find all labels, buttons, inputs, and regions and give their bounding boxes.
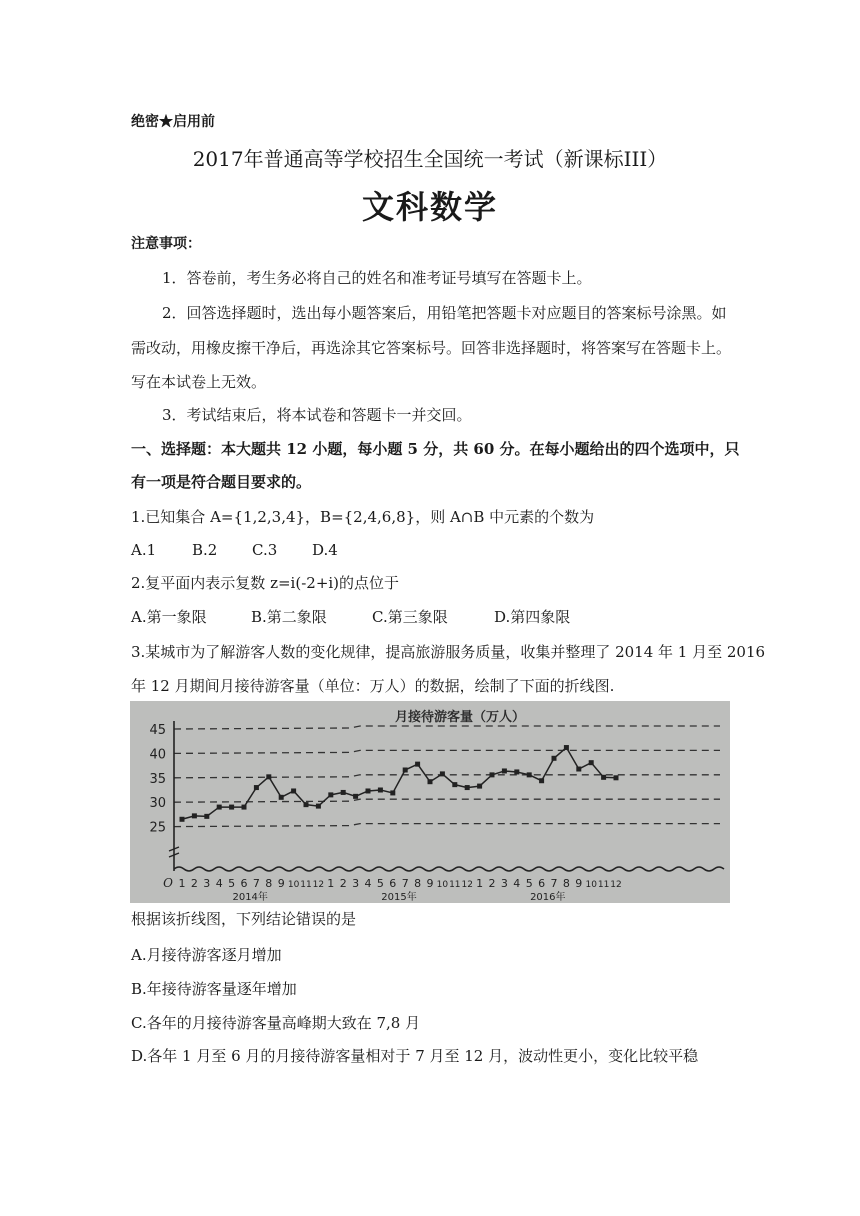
data-point [291, 788, 296, 793]
x-tick-label: 12 [610, 880, 622, 890]
secret-label: 绝密★启用前 [131, 114, 215, 130]
data-point [564, 745, 569, 750]
x-tick-label: 8 [562, 877, 570, 890]
data-point [452, 782, 457, 787]
data-point [217, 805, 222, 810]
q3-after-chart: 根据该折线图，下列结论错误的是 [131, 910, 357, 928]
x-tick-label: 12 [312, 880, 325, 890]
data-point [254, 785, 259, 790]
x-tick-label: 6 [389, 877, 397, 890]
chart-series [180, 745, 619, 822]
visitor-line-chart [130, 701, 730, 903]
year-label: 2016年 [530, 892, 566, 903]
q1-options [131, 540, 338, 560]
q1-option-d: D.4 [312, 541, 338, 559]
x-tick-label: 2 [339, 877, 347, 890]
data-point [539, 778, 544, 783]
q2-options [131, 607, 570, 627]
x-tick-label: 9 [426, 877, 434, 890]
x-tick-label: 12 [461, 880, 473, 890]
data-point [490, 772, 495, 777]
grid-line [174, 824, 720, 827]
x-tick-label: 3 [500, 877, 508, 890]
q1-stem: 1.已知集合 A={1,2,3,4}，B={2,4,6,8}，则 A∩B 中元素的个数为 [131, 508, 595, 526]
x-tick-label: 2 [190, 877, 198, 890]
x-tick-label: 6 [240, 877, 248, 890]
x-tick-label: 3 [203, 877, 211, 890]
x-tick-label: 1 [178, 877, 186, 890]
q3-stem-line-2: 年 12 月期间月接待游客量（单位：万人）的数据，绘制了下面的折线图. [131, 677, 615, 695]
grid-line [174, 750, 720, 753]
x-tick-label: 8 [265, 877, 273, 890]
data-point [390, 790, 395, 795]
y-tick-label: 25 [149, 820, 166, 836]
subject-title: 文科数学 [361, 188, 498, 226]
x-tick-label: 7 [252, 877, 260, 890]
data-point [304, 802, 309, 807]
exam-title: 2017年普通高等学校招生全国统一考试（新课标III） [192, 147, 668, 171]
chart-y-ticks [149, 723, 166, 836]
x-tick-label: 10 [287, 880, 300, 890]
q2-option-b: B.第二象限 [251, 608, 327, 626]
x-tick-label: 9 [277, 877, 285, 890]
data-point [465, 785, 470, 790]
x-tick-label: 3 [352, 877, 360, 890]
y-tick-label: 30 [149, 796, 166, 812]
x-tick-label: 4 [513, 877, 521, 890]
data-point [589, 760, 594, 765]
data-point [192, 813, 197, 818]
q2-option-d: D.第四象限 [494, 608, 571, 626]
data-point [353, 794, 358, 799]
grid-line [174, 726, 720, 729]
chart-title: 月接待游客量（万人） [394, 710, 526, 725]
notice-item-2-line-1: 2．回答选择题时，选出每小题答案后，用铅笔把答题卡对应题目的答案标号涂黑。如 [162, 304, 727, 322]
q1-option-b: B.2 [192, 541, 218, 559]
q3-option-a: A.月接待游客逐月增加 [131, 946, 282, 964]
chart-grid [174, 726, 720, 827]
data-point [614, 775, 619, 780]
x-tick-label: 4 [215, 877, 223, 890]
x-tick-label: 9 [575, 877, 583, 890]
x-tick-label: 4 [364, 877, 372, 890]
data-point [477, 784, 482, 789]
chart-x-ticks [163, 876, 622, 903]
data-point [266, 774, 271, 779]
data-point [576, 767, 581, 772]
grid-line [174, 799, 720, 802]
data-point [527, 772, 532, 777]
x-tick-label: 1 [327, 877, 335, 890]
x-tick-label: 5 [228, 877, 236, 890]
y-tick-label: 35 [149, 771, 166, 787]
q2-stem: 2.复平面内表示复数 z=i(-2+i)的点位于 [131, 574, 400, 592]
x-tick-label: 7 [401, 877, 409, 890]
data-point [514, 769, 519, 774]
year-label: 2015年 [381, 892, 417, 903]
data-point [204, 814, 209, 819]
x-tick-label: 11 [449, 880, 461, 890]
data-point [601, 775, 606, 780]
notice-item-2-line-2: 需改动，用橡皮擦干净后，再选涂其它答案标号。回答非选择题时，将答案写在答题卡上。 [131, 339, 732, 357]
q3-stem-line-1: 3.某城市为了解游客人数的变化规律，提高旅游服务质量，收集并整理了 2014 年 1 月至 2016 [131, 643, 766, 661]
x-tick-label: 6 [538, 877, 546, 890]
notice-item-2-line-3: 写在本试卷上无效。 [131, 373, 267, 391]
data-point [502, 768, 507, 773]
x-tick-label: 10 [436, 880, 449, 890]
q2-option-c: C.第三象限 [372, 608, 448, 626]
x-tick-label: 2 [488, 877, 496, 890]
data-point [229, 805, 234, 810]
chart-axes [169, 721, 724, 871]
x-axis-line [174, 867, 724, 871]
data-point [328, 792, 333, 797]
x-tick-label: 10 [585, 880, 597, 890]
q3-option-c: C.各年的月接待游客量高峰期大致在 7,8 月 [131, 1014, 421, 1032]
notice-item-1: 1．答卷前，考生务必将自己的姓名和准考证号填写在答题卡上。 [162, 269, 592, 287]
x-tick-label: 7 [550, 877, 558, 890]
q3-option-d: D.各年 1 月至 6 月的月接待游客量相对于 7 月至 12 月，波动性更小，变化比较平稳 [131, 1047, 699, 1065]
data-point [341, 790, 346, 795]
origin-label: O [163, 876, 173, 890]
data-point [403, 767, 408, 772]
x-tick-label: 11 [300, 880, 312, 890]
data-point [279, 795, 284, 800]
section-heading-line-1: 一、选择题：本大题共 12 小题，每小题 5 分，共 60 分。在每小题给出的四个选项中，只 [131, 440, 740, 458]
notice-heading: 注意事项： [131, 236, 201, 252]
x-tick-label: 5 [525, 877, 533, 890]
section-heading-line-2: 有一项是符合题目要求的。 [131, 473, 312, 491]
q1-option-a: A.1 [131, 541, 157, 559]
y-tick-label: 40 [149, 747, 166, 763]
data-point [242, 805, 247, 810]
q1-option-c: C.3 [252, 541, 278, 559]
x-tick-label: 1 [476, 877, 484, 890]
y-tick-label: 45 [149, 723, 166, 738]
x-tick-label: 11 [597, 880, 610, 890]
x-tick-label: 8 [414, 877, 422, 890]
notice-item-3: 3．考试结束后，将本试卷和答题卡一并交回。 [162, 406, 472, 424]
q2-option-a: A.第一象限 [131, 608, 207, 626]
year-label: 2014年 [232, 892, 268, 903]
data-point [378, 788, 383, 793]
data-point [440, 771, 445, 776]
x-tick-label: 5 [376, 877, 384, 890]
series-line [182, 748, 616, 820]
q3-option-b: B.年接待游客量逐年增加 [131, 980, 297, 998]
data-point [552, 756, 557, 761]
data-point [316, 804, 321, 809]
data-point [415, 762, 420, 767]
data-point [180, 817, 185, 822]
data-point [428, 779, 433, 784]
data-point [366, 788, 371, 793]
